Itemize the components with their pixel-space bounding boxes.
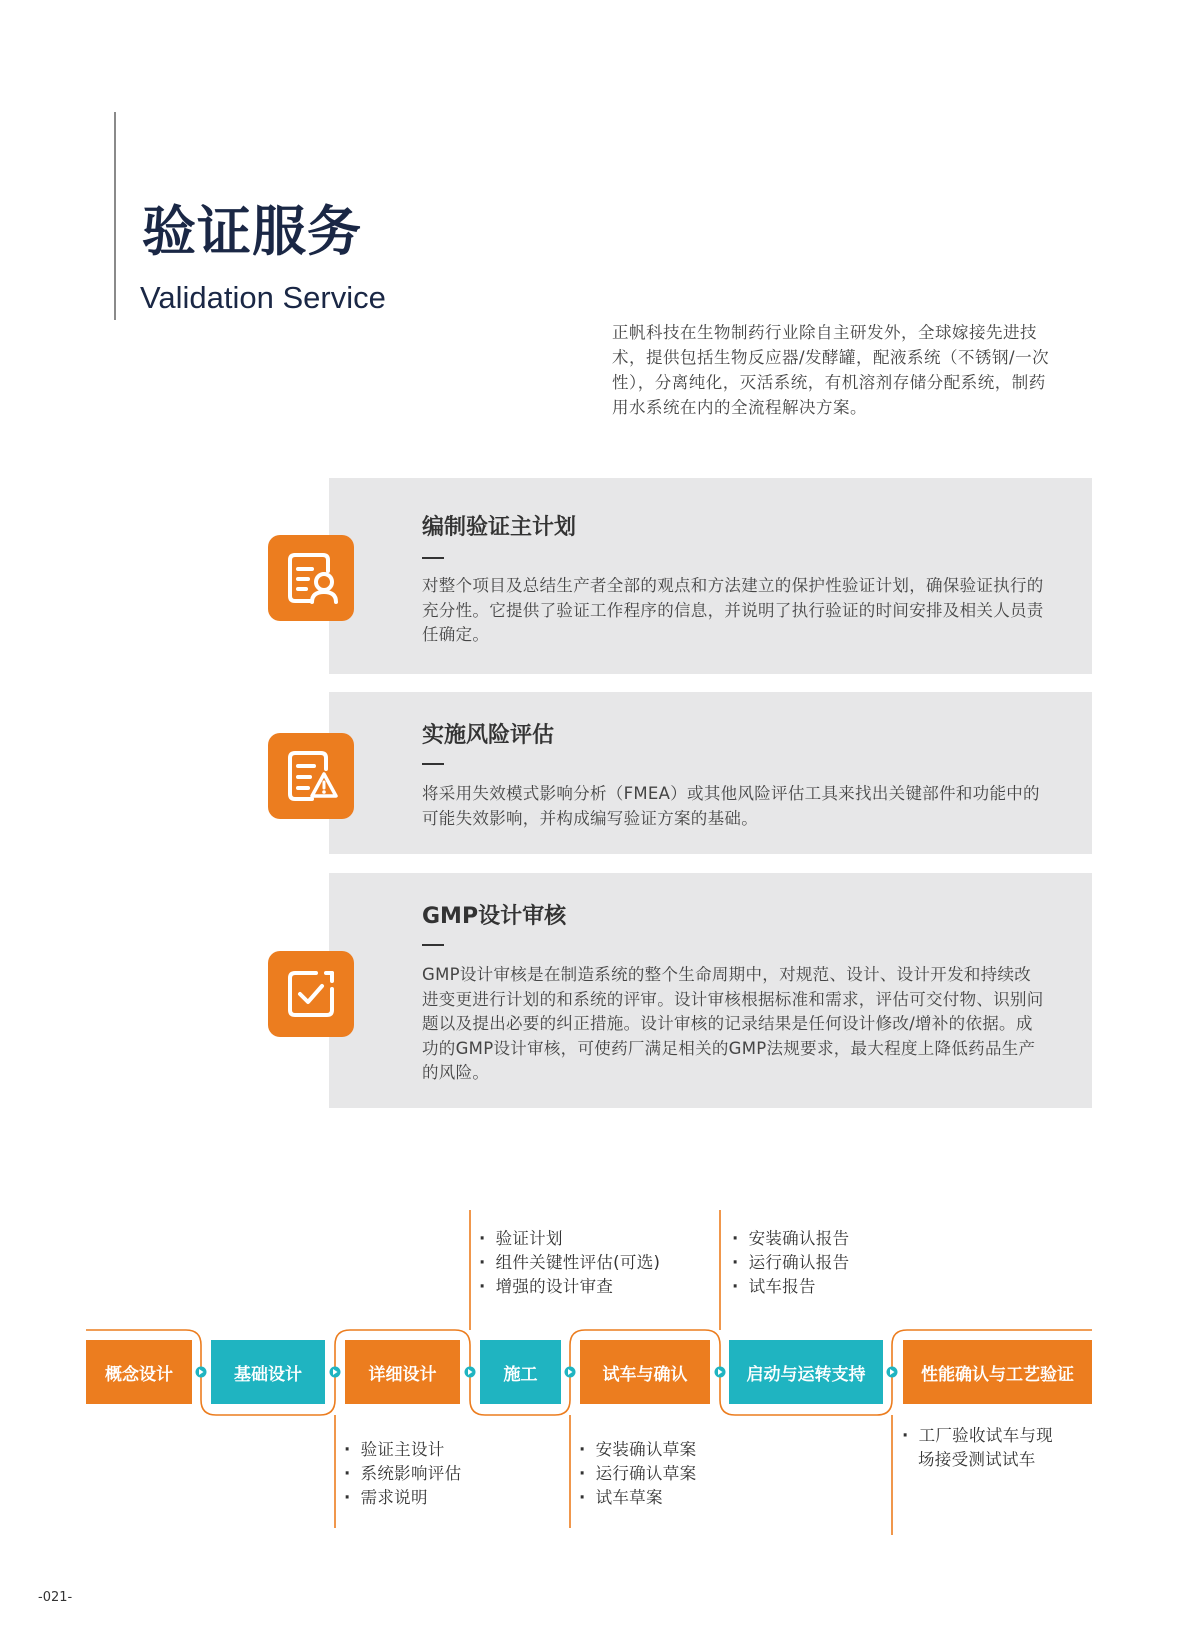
notes-commissioning bbox=[579, 1438, 696, 1510]
service-title: 编制验证主计划 bbox=[422, 515, 577, 540]
list-item: · 工厂验收试车与现 bbox=[902, 1424, 1053, 1448]
list-item: · 安装确认报告 bbox=[732, 1227, 849, 1251]
service-title: 实施风险评估 bbox=[422, 723, 555, 748]
intro-paragraph: 正帆科技在生物制药行业除自主研发外，全球嫁接先进技术，提供包括生物反应器/发酵罐，配液系统（不锈钢/一次性），分离纯化，灭活系统，有机溶剂存储分配系统，制药用水系统在内的全流程解决方案。 bbox=[612, 323, 1050, 417]
flow-step-commissioning: 试车与确认 bbox=[580, 1340, 710, 1404]
notes-startup bbox=[732, 1227, 849, 1299]
flow-step-detailed-design: 详细设计 bbox=[345, 1340, 460, 1404]
list-item: · 验证计划 bbox=[479, 1227, 660, 1251]
list-item: · 增强的设计审查 bbox=[479, 1275, 660, 1299]
list-item: · 试车草案 bbox=[579, 1486, 696, 1510]
list-item: · 验证主设计 bbox=[344, 1438, 461, 1462]
service-description: 将采用失效模式影响分析（FMEA）或其他风险评估工具来找出关键部件和功能中的可能失效影响，并构成编写验证方案的基础。 bbox=[422, 784, 1040, 828]
list-item: · 运行确认草案 bbox=[579, 1462, 696, 1486]
notes-construction bbox=[479, 1227, 660, 1299]
list-item: · 系统影响评估 bbox=[344, 1462, 461, 1486]
flow-step-performance-validation: 性能确认与工艺验证 bbox=[903, 1340, 1092, 1404]
page-number: -021- bbox=[38, 1590, 73, 1605]
service-description: 对整个项目及总结生产者全部的观点和方法建立的保护性验证计划，确保验证执行的充分性。它提供了验证工作程序的信息，并说明了执行验证的时间安排及相关人员责任确定。 bbox=[422, 576, 1044, 644]
service-title: GMP设计审核 bbox=[422, 904, 567, 929]
service-description: GMP设计审核是在制造系统的整个生命周期中，对规范、设计、设计开发和持续改进变更进行计划的和系统的评审。设计审核根据标准和需求，评估可交付物、识别问题以及提出必要的纠正措施。设计审核的记录结果是任何设计修改/增补的依据。成功的GMP设计审核，可使药厂满足相关的GMP法规要求，最大程度上降低药品生产的风险。 bbox=[422, 965, 1044, 1082]
list-item-continued: 场接受测试试车 bbox=[918, 1450, 1036, 1469]
flow-step-basic-design: 基础设计 bbox=[211, 1340, 325, 1404]
list-item: · 安装确认草案 bbox=[579, 1438, 696, 1462]
list-item: · 运行确认报告 bbox=[732, 1251, 849, 1275]
page-subtitle: Validation Service bbox=[140, 280, 386, 315]
page-title: 验证服务 bbox=[142, 200, 362, 263]
list-item: · 组件关键性评估(可选) bbox=[479, 1251, 660, 1275]
flow-step-concept-design: 概念设计 bbox=[86, 1340, 192, 1404]
list-item: · 试车报告 bbox=[732, 1275, 849, 1299]
flow-step-construction: 施工 bbox=[480, 1340, 561, 1404]
notes-performance-validation bbox=[902, 1424, 1053, 1472]
flow-step-startup-support: 启动与运转支持 bbox=[729, 1340, 883, 1404]
list-item: · 需求说明 bbox=[344, 1486, 461, 1510]
notes-detailed-design bbox=[344, 1438, 461, 1510]
